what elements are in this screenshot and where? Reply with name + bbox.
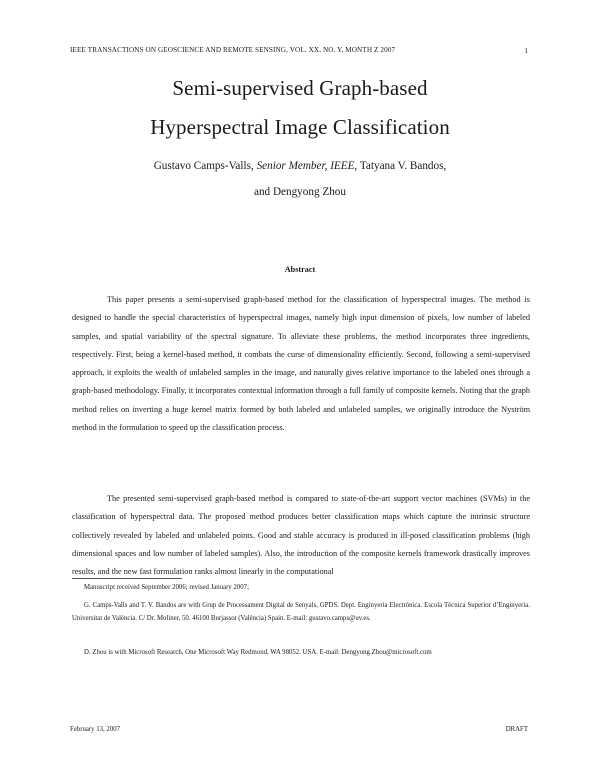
running-head: IEEE TRANSACTIONS ON GEOSCIENCE AND REMOTE SENSING, VOL. XX, NO. Y, MONTH Z 2007 (70, 46, 396, 54)
footer-draft-label: DRAFT (505, 726, 528, 733)
abstract-paragraph-2: The presented semi-supervised graph-based method is compared to state-of-the-art support vector machines (SVMs) in the classification of hyperspectral data. The proposed method produces better classification maps which capture the intrinsic structure collectively revealed by labeled and unlabeled points. Good and stable accuracy is produced in ill-posed classification problems (high dimensional spaces and low number of labeled samples). Also, the introduction of the composite kernels framework drastically improves results, and the new fast formulation ranks almost linearly in the computational (72, 494, 530, 577)
abstract-paragraph-1: This paper presents a semi-supervised graph-based method for the classification of hyperspectral images. The method is designed to handle the special characteristics of hyperspectral images, namely high input dimension of pixels, low number of labeled samples, and spatial variability of the spectral signature. To alleviate these problems, the method incorporates three ingredients, respectively. First, being a kernel-based method, it combats the curse of dimensionality efficiently. Second, following a semi-supervised approach, it exploits the wealth of unlabeled samples in the image, and naturally gives relative importance to the labeled ones through a graph-based methodology. Finally, it incorporates contextual information through a full family of composite kernels. Noting that the graph method relies on inverting a huge kernel matrix formed by both labeled and unlabeled samples, we originally introduce the Nyström method in the formulation to speed up the classification process. (72, 295, 530, 433)
author-line-1 (0, 160, 600, 172)
author-name-camps-valls: Gustavo Camps-Valls, (153, 160, 254, 172)
footer-date: February 13, 2007 (70, 726, 121, 733)
author-role: Senior Member, IEEE, (256, 160, 358, 172)
paper-title-line-1: Semi-supervised Graph-based (172, 76, 428, 100)
author-name-bandos: Tatyana V. Bandos, (359, 160, 447, 172)
footnote-affiliation-1: G. Camps-Valls and T. V. Bandos are with Grup de Processament Digital de Senyals, GPDS. Dept. Enginyeria Electrònica. Escola Tècnica Superior d’Enginyeria. Universitat de València. C/ Dr. Moliner, 50. 46100 Burjassot (València) Spain. E-mail: gustavo.camps@uv.es. (72, 602, 530, 622)
author-line-2: and Dengyong Zhou (254, 186, 346, 198)
footnote-affiliation-2: D. Zhou is with Microsoft Research, One Microsoft Way Redmond, WA 98052. USA. E-mail: Dengyong.Zhou@microsoft.com (84, 649, 432, 656)
page-number: 1 (524, 46, 528, 55)
paper-title-line-2: Hyperspectral Image Classification (150, 115, 450, 139)
footnote-divider (72, 578, 182, 579)
footnote-manuscript: Manuscript received September 2006; revised January 2007; (84, 584, 249, 591)
abstract-heading: Abstract (284, 265, 316, 274)
